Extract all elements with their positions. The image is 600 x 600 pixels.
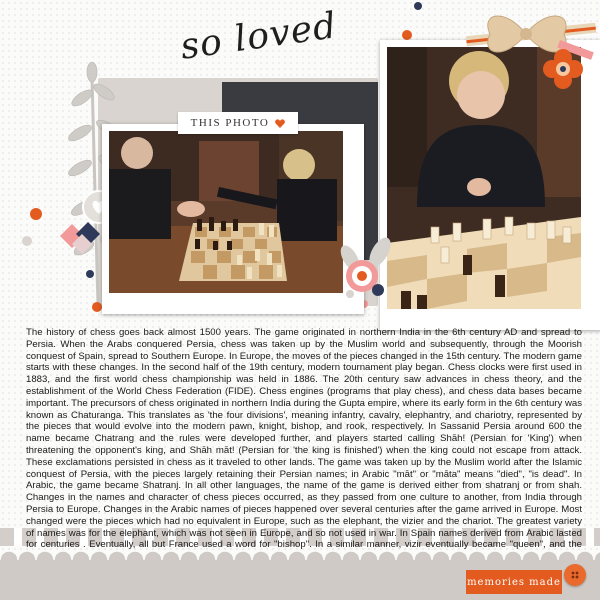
tag-label: memories made — [467, 576, 561, 588]
photo-grandpa-and-boy-playing-chess — [102, 124, 364, 314]
page-title — [177, 5, 350, 86]
confetti-dot — [92, 302, 102, 312]
confetti-dot — [22, 236, 32, 246]
heart-icon — [275, 119, 285, 128]
confetti-dot — [414, 2, 422, 10]
leaf-cluster-icon — [338, 236, 396, 302]
title-text: so loved — [177, 5, 340, 68]
journal-text: The history of chess goes back almost 1500 years. The game originated in northern India in the 6th century AD and spread to Persia. When the Arabs conquered Persia, chess was taken up by the Muslim world and subsequently, through the Moorish conquest of Spain, spread to Southern Europe. In Europe, the moves of the pieces changed in the 15th century. The modern game starts with these changes. In the second half of the 19th century, modern tournament play began. Chess clocks were first used in 1883, and the first world chess championship was held in 1886. The 20th century saw advances in chess theory, and the establishment of the World Chess Federation (FIDE). Chess engines (programs that play chess), and chess data bases became important. The precursors of chess originated in northern India during the Gupta empire, where its early form in the 6th century was known as Chaturanga. This translates as 'the four divisions', meaning infantry, cavalry, elephantry, and chariotry, represented by the pieces that would evolve into the modern pawn, knight, bishop, and rook, respectively. In Sassanid Persia around 600 the name became Chatrang and the rules were developed further, and players started calling Shāh! (Persian for 'King') when threatening the opponent's king, and Shāh māt! (Persian for 'the king is finished') when the king could not escape from attack. These exclamations persisted in chess as it traveled to other lands. The game was taken up by the Muslim world after the Islamic conquest of Persia, with the pieces largely retaining their Persian names; in Arabic "māt" or "māta" means "died", "is dead". In Arabic, the game became Shatranj. In all other languages, the name of the game is derived either from shatranj or from shah. Changes in the names and character of chess pieces occurred, as they passed from one culture to another, from India through Persia to Europe. Changes in the Arabic names of pieces happened over several centuries after the game arrived in Europe. Most changed were the pieces which had no equivalent in Europe, such as the elephant, the vizier and the chariot. The greatest variety of names was for the elephant, which was not seen in Europe, and so not used in war. In Spain names derived from Arabic lasted for centuries . Eventually, all but France used a word for "bishop". In a similar manner, vizir eventually became "queen", and the — [26, 327, 582, 549]
pennant-cluster-icon — [60, 220, 106, 260]
flower-icon — [538, 44, 588, 94]
confetti-dot — [402, 30, 412, 40]
photo-image — [109, 131, 343, 293]
photo-label-text: THIS PHOTO — [190, 117, 270, 129]
photo-label — [178, 112, 298, 134]
button-icon — [564, 564, 586, 586]
confetti-dot — [30, 208, 42, 220]
confetti-dot — [86, 270, 94, 278]
memories-made-tag — [466, 570, 562, 594]
